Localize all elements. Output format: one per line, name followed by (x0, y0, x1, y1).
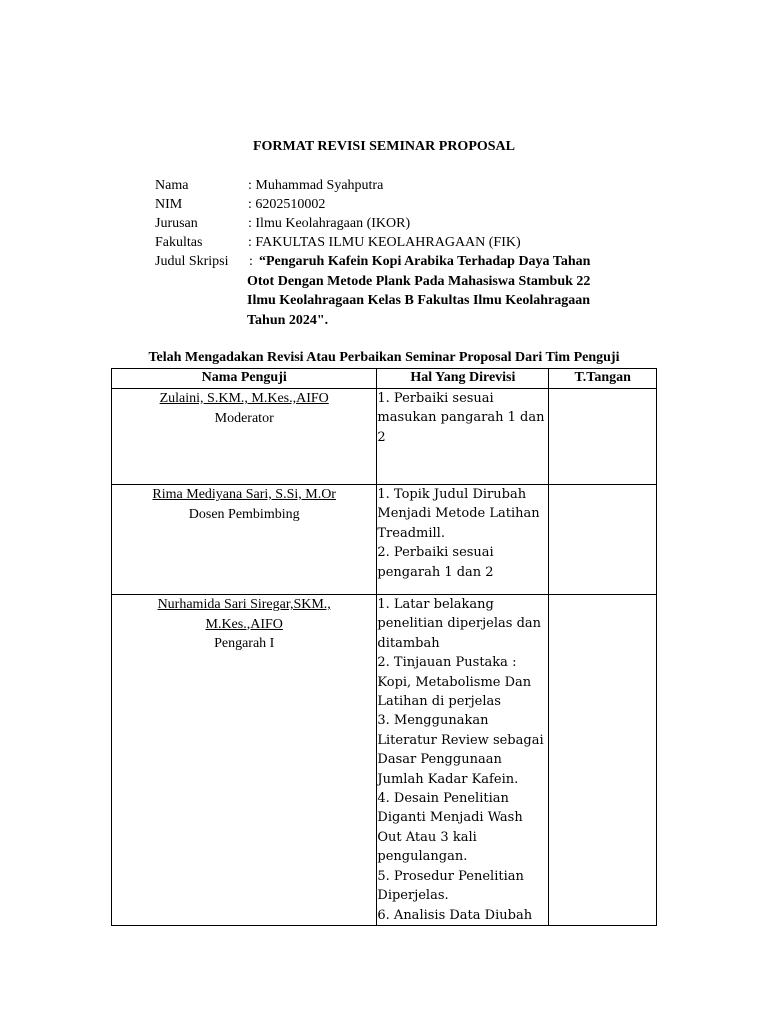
header-hal-direvisi: Hal Yang Direvisi (377, 369, 549, 389)
info-label: Judul Skripsi (155, 254, 229, 269)
skripsi-title-line: Ilmu Keolahragaan Kelas B Fakultas Ilmu Keolahragaan (247, 293, 591, 308)
table-row (112, 389, 657, 485)
revision-line: 4. Desain Penelitian (377, 791, 509, 807)
revision-line: Jumlah Kadar Kafein. (377, 771, 519, 787)
skripsi-title (247, 252, 647, 330)
table-row (112, 485, 657, 595)
revision-line: Literatur Review sebagai (377, 732, 544, 748)
revision-line: 5. Prosedur Penelitian (377, 868, 524, 884)
revision-line: Diperjelas. (377, 888, 449, 904)
info-label: Nama (155, 178, 189, 193)
revision-cell (377, 485, 549, 595)
skripsi-separator: : (249, 254, 253, 269)
revision-line: Diganti Menjadi Wash (377, 810, 523, 826)
info-value: : Ilmu Keolahragaan (IKOR) (248, 216, 411, 231)
info-row-jurusan (155, 214, 410, 233)
skripsi-title-line: “Pengaruh Kafein Kopi Arabika Terhadap Daya Tahan (259, 254, 591, 269)
revision-line: 6. Analisis Data Diubah (377, 907, 533, 923)
header-tanda-tangan: T.Tangan (549, 369, 657, 389)
revision-line: Dasar Penggunaan (377, 752, 502, 768)
signature-cell[interactable] (549, 485, 657, 595)
revision-table (111, 368, 657, 926)
info-value: : FAKULTAS ILMU KEOLAHRAGAAN (FIK) (248, 235, 521, 250)
info-label: NIM (155, 197, 183, 212)
revision-line: 2 (377, 429, 386, 445)
info-row-fakultas (155, 233, 521, 252)
info-label: Jurusan (155, 216, 198, 231)
signature-cell[interactable] (549, 389, 657, 485)
info-row-judul-skripsi (155, 252, 248, 271)
table-row (112, 595, 657, 926)
penguji-cell (112, 595, 377, 926)
table-header-row (112, 369, 657, 389)
penguji-name: Rima Mediyana Sari, S.Si, M.Or (152, 487, 336, 502)
revision-line: Latihan di perjelas (377, 694, 501, 710)
revision-line: pengulangan. (377, 849, 468, 865)
page-title: FORMAT REVISI SEMINAR PROPOSAL (252, 139, 515, 154)
revision-line: Menjadi Metode Latihan (377, 506, 540, 522)
table-caption: Telah Mengadakan Revisi Atau Perbaikan Seminar Proposal Dari Tim Penguji (148, 350, 620, 365)
revision-line: ditambah (377, 635, 440, 651)
penguji-role: Moderator (214, 410, 274, 426)
info-value: : Muhammad Syahputra (248, 178, 384, 193)
penguji-name: Zulaini, S.KM., M.Kes.,AIFO (159, 391, 329, 406)
penguji-role: Pengarah I (214, 636, 275, 651)
info-row-nim (155, 195, 325, 214)
info-row-nama (155, 176, 383, 195)
skripsi-title-line: Otot Dengan Metode Plank Pada Mahasiswa Stambuk 22 (247, 273, 591, 289)
revision-line: 2. Tinjauan Pustaka : (377, 655, 517, 671)
penguji-role: Dosen Pembimbing (188, 506, 300, 522)
penguji-cell (112, 389, 377, 485)
revision-line: 1. Perbaiki sesuai (377, 391, 494, 406)
revision-line: 2. Perbaiki sesuai (377, 545, 494, 561)
skripsi-title-line: Tahun 2024". (247, 312, 329, 328)
revision-line: penelitian diperjelas dan (377, 616, 542, 632)
revision-cell (377, 595, 549, 926)
revision-line: Treadmill. (377, 525, 445, 541)
revision-line: Out Atau 3 kali (377, 829, 477, 845)
penguji-name: M.Kes.,AIFO (205, 616, 283, 632)
revision-line: 3. Menggunakan (377, 713, 489, 729)
revision-line: 1. Topik Judul Dirubah (377, 487, 527, 502)
header-nama-penguji: Nama Penguji (112, 369, 377, 389)
info-value: : 6202510002 (248, 197, 326, 212)
revision-cell (377, 389, 549, 485)
revision-line: pengarah 1 dan 2 (377, 564, 494, 580)
info-label: Fakultas (155, 235, 203, 250)
penguji-cell (112, 485, 377, 595)
revision-line: Kopi, Metabolisme Dan (377, 674, 532, 690)
penguji-name: Nurhamida Sari Siregar,SKM., (157, 597, 331, 612)
revision-line: masukan pangarah 1 dan (377, 410, 545, 426)
revision-line: 1. Latar belakang (377, 597, 494, 612)
signature-cell[interactable] (549, 595, 657, 926)
